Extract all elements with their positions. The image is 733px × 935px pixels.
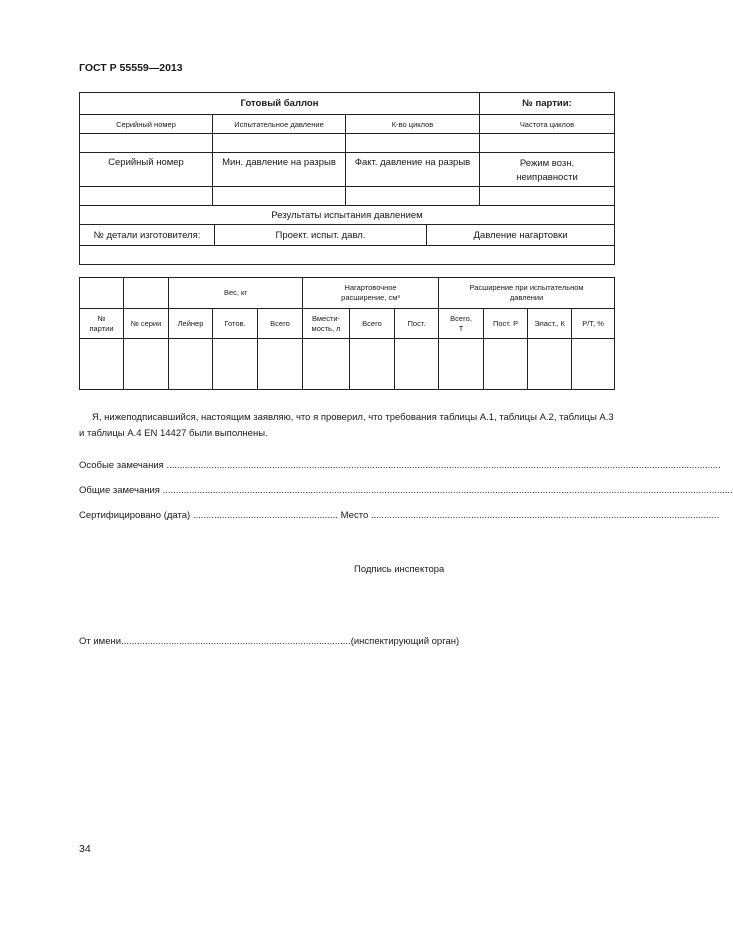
empty-cell [572,339,615,390]
pressure-results-header: Результаты испытания давлением [80,206,615,225]
autofrettage-group-header: Нагартовочное расширение, см³ [303,278,439,309]
col-autofrettage-permanent: Пост. [395,309,439,339]
on-behalf-line[interactable] [79,636,479,647]
empty-cell [124,339,169,390]
empty-cell [346,134,480,153]
general-remarks-label: Общие замечания [79,485,160,496]
finished-cylinder-header: Готовый баллон [80,93,480,115]
test-expansion-group-header: Расширение при испытательном давлении [439,278,615,309]
col-serial-no: № серии [124,309,169,339]
fill-dots: ........................................................................................................................................................................................................................ [162,485,733,496]
col-failure-mode: Режим возн. неиправности [480,153,615,187]
empty-cell [213,134,346,153]
empty-cell [80,134,213,153]
on-behalf-label: От имени [79,636,122,647]
manufacturer-part-number: № детали изготовителя: [80,225,215,245]
design-test-pressure: Проект. испыт. давл. [215,225,427,245]
col-capacity: Вмести-мость, л [303,309,350,339]
empty-cell [350,339,395,390]
empty-cell [303,339,350,390]
col-expansion-permanent: Пост. Р [484,309,528,339]
empty-cell [80,278,124,309]
empty-cell [80,339,124,390]
page-number: 34 [79,843,91,855]
col-test-pressure: Испытательное давление [213,115,346,134]
place-label: Место [340,510,369,521]
empty-row [80,246,615,265]
col-min-burst-pressure: Мин. давление на разрыв [213,153,346,187]
empty-cell [439,339,484,390]
certified-date-label: Сертифицировано (дата) [79,510,191,521]
weight-group-header: Вес, кг [169,278,303,309]
empty-cell [258,339,303,390]
declaration-text: Я, нижеподписавшийся, настоящим заявляю, что я проверил, что требования таблицы А.1, таблицы А.2, таблицы А.3 и таблицы А.4 EN 14427 были выполнены. [79,412,614,439]
fill-dots: ....................................................................................... [121,636,351,647]
fill-dots: .................................................................................................................................................................................................................. [166,460,721,471]
general-remarks-line[interactable] [79,485,733,496]
col-autofrettage-total: Всего [350,309,395,339]
certified-line[interactable] [79,510,720,521]
empty-cell [528,339,572,390]
col-actual-burst-pressure: Факт. давление на разрыв [346,153,480,187]
empty-cell [213,187,346,206]
col-finished: Готов. [213,309,258,339]
col-cycle-frequency: Частота циклов [480,115,615,134]
special-remarks-label: Особые замечания [79,460,164,471]
col-weight-total: Всего [258,309,303,339]
weight-expansion-table [79,277,615,390]
empty-cell [213,339,258,390]
batch-number-header: № партии: [480,93,615,115]
special-remarks-line[interactable] [79,460,721,471]
autofrettage-pressure: Давление нагартовки [473,229,568,241]
col-liner: Лейнер [169,309,213,339]
fill-dots: ....................................................... [192,510,341,521]
empty-cell [80,187,213,206]
col-pt-ratio: Р/Т, % [572,309,615,339]
fill-dots: .................................................................................................................................... [370,510,720,521]
inspector-signature-label: Подпись инспектора [354,564,445,575]
empty-cell [480,134,615,153]
empty-cell [480,187,615,206]
cylinder-test-table [79,92,615,265]
empty-cell [346,187,480,206]
col-expansion-total: Всего, Т [439,309,484,339]
col-cycle-count: К-во циклов [346,115,480,134]
col-batch-no: № партии [80,309,124,339]
document-id: ГОСТ Р 55559—2013 [79,62,183,74]
col-serial-number-2: Серийный номер [80,153,213,187]
empty-cell [395,339,439,390]
empty-cell [484,339,528,390]
empty-cell [124,278,169,309]
col-serial-number: Серийный номер [80,115,213,134]
col-expansion-elastic: Эласт., К [528,309,572,339]
empty-cell [169,339,213,390]
inspecting-body-label: (инспектирующий орган) [350,636,460,647]
